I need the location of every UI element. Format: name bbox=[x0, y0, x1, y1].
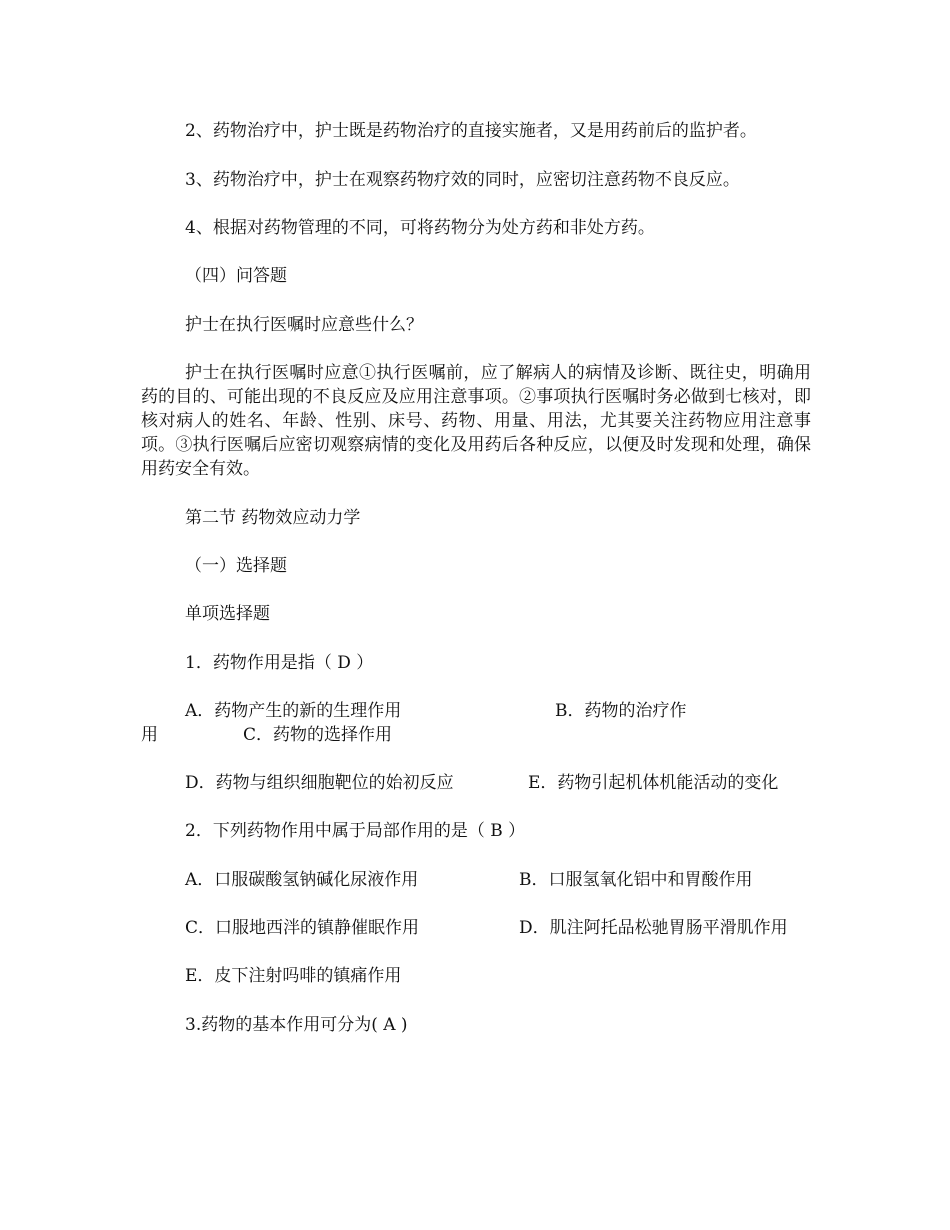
q1-option-b: B．药物的治疗作 bbox=[555, 701, 687, 721]
qa-question: 护士在执行医嘱时应意些什么？ bbox=[185, 315, 423, 335]
single-choice-label: 单项选择题 bbox=[185, 604, 270, 624]
q3-stem: 3.药物的基本作用可分为( A ) bbox=[185, 1015, 408, 1035]
q1-option-a: A．药物产生的新的生理作用 bbox=[185, 701, 402, 721]
statement-3: 3、药物治疗中，护士在观察药物疗效的同时，应密切注意药物不良反应。 bbox=[185, 170, 740, 190]
q2-option-d: D．肌注阿托品松驰胃肠平滑肌作用 bbox=[519, 918, 788, 938]
section-title: 第二节 药物效应动力学 bbox=[185, 508, 361, 528]
statement-4: 4、根据对药物管理的不同，可将药物分为处方药和非处方药。 bbox=[185, 218, 655, 238]
q2-option-c: C．口服地西泮的镇静催眠作用 bbox=[185, 918, 420, 938]
q1-option-d: D．药物与组织细胞靶位的始初反应 bbox=[185, 773, 454, 793]
choice-subheading: （一）选择题 bbox=[185, 556, 287, 576]
q1-stem: 1．药物作用是指（ D ） bbox=[185, 653, 374, 673]
q2-stem: 2．下列药物作用中属于局部作用的是（ B ） bbox=[185, 821, 526, 841]
q2-option-e: E．皮下注射吗啡的镇痛作用 bbox=[185, 966, 402, 986]
statement-2: 2、药物治疗中，护士既是药物治疗的直接实施者，又是用药前后的监护者。 bbox=[185, 121, 757, 141]
q2-option-b: B．口服氢氧化铝中和胃酸作用 bbox=[519, 870, 753, 890]
q1-option-e: E．药物引起机体机能活动的变化 bbox=[528, 773, 779, 793]
qa-heading: （四）问答题 bbox=[185, 266, 287, 286]
qa-answer: 护士在执行医嘱时应意①执行医嘱前，应了解病人的病情及诊断、既往史，明确用药的目的、可能出现的不良反应及应用注意事项。②事项执行医嘱时务必做到七核对，即核对病人的姓名、年龄、性别、床号、药物、用量、用法，尤其要关注药物应用注意事项。③执行医嘱后应密切观察病情的变化及用药后各种反应，以便及时发现和处理，确保用药安全有效。 bbox=[141, 363, 811, 479]
q1-option-b-continued: 用 bbox=[141, 725, 158, 745]
q2-option-a: A．口服碳酸氢钠碱化尿液作用 bbox=[185, 870, 419, 890]
q1-option-c: C．药物的选择作用 bbox=[243, 725, 393, 745]
